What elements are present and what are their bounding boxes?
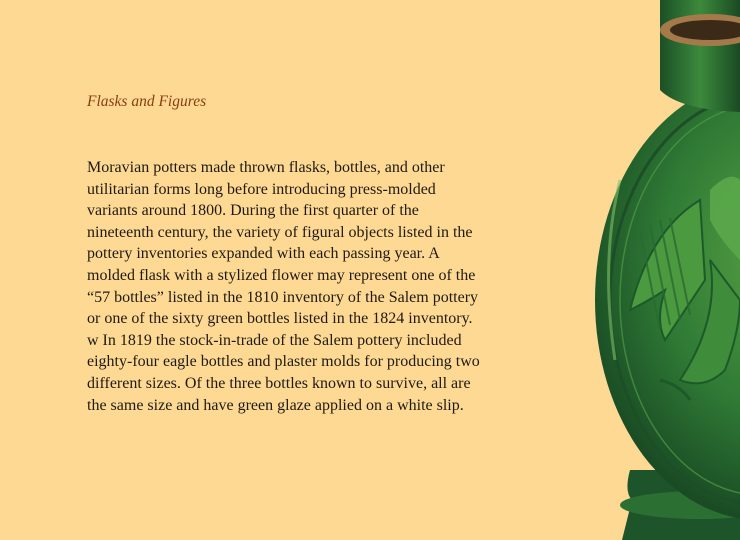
body-paragraph: Moravian potters made thrown flasks, bottles, and other utilitarian forms long before introducing press-molded variants around 1800. During the first quarter of the nineteenth century, the variety of figural objects listed in the pottery inventories expanded with each passing year. A molded flask with a stylized flower may represent one of the “57 bottles” listed in the 1810 inventory of the Salem pottery or one of the sixty green bottles listed in the 1824 inventory. w In 1819 the stock-in-trade of the Salem pottery included eighty-four eagle bottles and plaster molds for producing two different sizes. Of the three bottles known to survive, all are the same size and have green glaze applied on a white slip. xyxy=(87,159,480,414)
eagle-flask-image xyxy=(560,0,740,540)
section-heading: Flasks and Figures xyxy=(87,93,207,110)
